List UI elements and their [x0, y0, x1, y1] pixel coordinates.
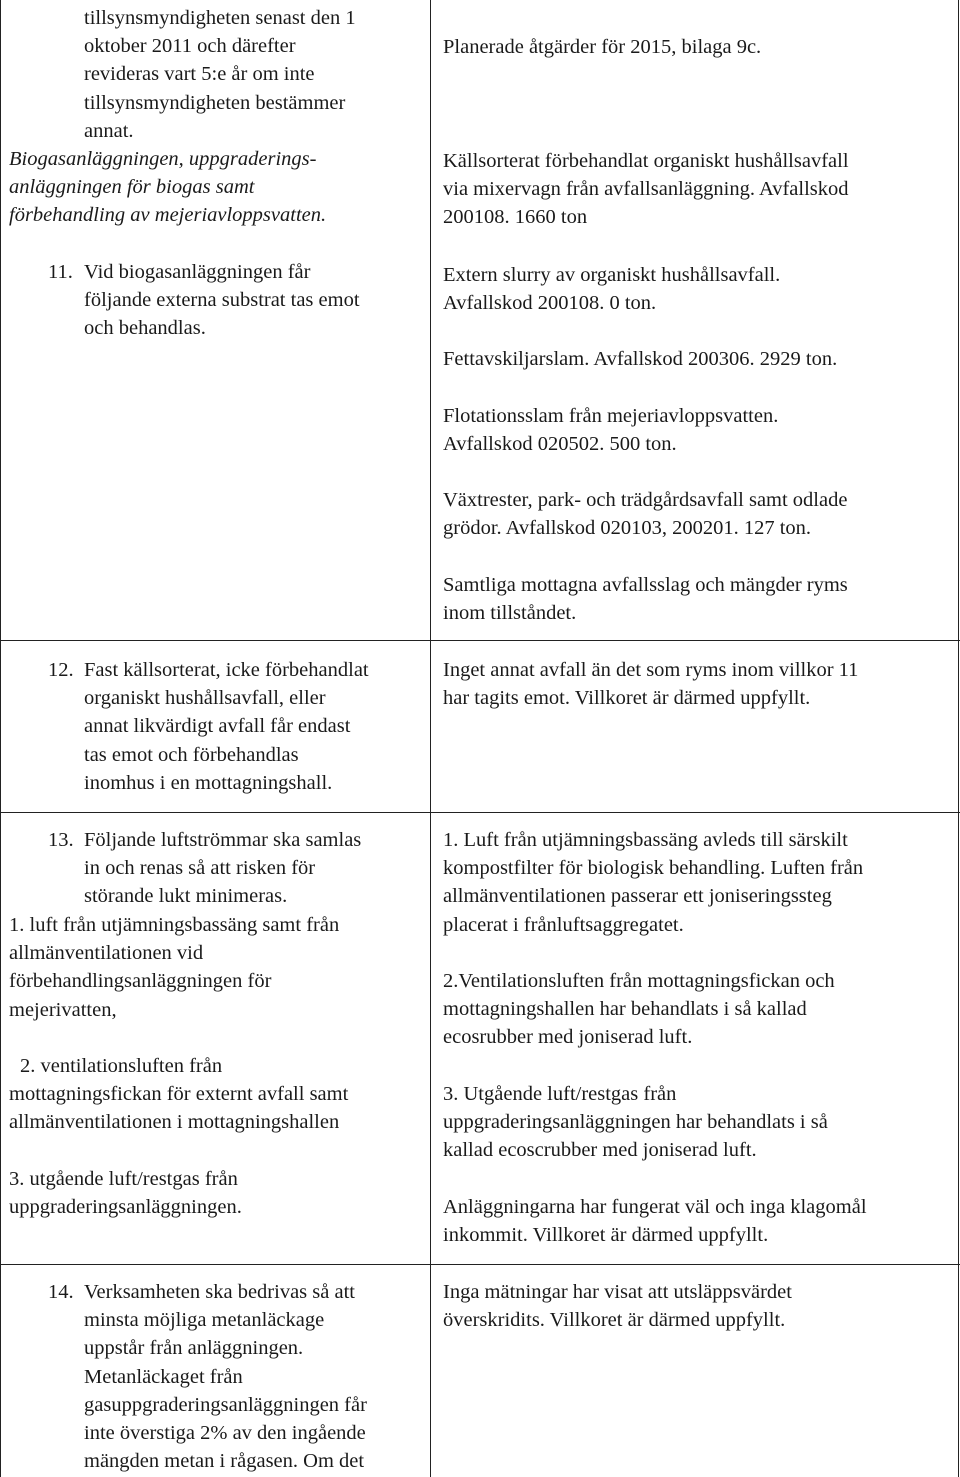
- response-13-air-3: 3. Utgående luft/restgas från uppgraderingsanläggningen har behandlats i så kallad ecoscrubber med joniserad luft.: [443, 1083, 828, 1162]
- response-12: Inget annat avfall än det som ryms inom villkor 11 har tagits emot. Villkoret är därmed uppfyllt.: [443, 659, 859, 710]
- condition-14: 14. Verksamheten ska bedrivas så att minsta möjliga metanläckage uppstår från anläggningen. Metanläckaget från gasuppgraderingsanläggningen får inte överstiga 2% av den ingående mängden metan i rågasen. Om det: [48, 1278, 367, 1475]
- condition-11: 11. Vid biogasanläggningen får följande externa substrat tas emot och behandlas.: [48, 258, 360, 343]
- table-border-left: [0, 0, 1, 1477]
- condition-13-item-1: 1. luft från utjämningsbassäng samt från allmänventilationen vid förbehandlingsanläggningen för mejerivatten,: [9, 914, 340, 1021]
- condition-13-item-2: 2. ventilationsluften från mottagningsfickan för externt avfall samt allmänventilationen i mottagningshallen: [9, 1055, 349, 1134]
- condition-number: 14.: [48, 1281, 74, 1303]
- waste-summary: Samtliga mottagna avfallsslag och mängder ryms inom tillståndet.: [443, 574, 848, 625]
- condition-13-item-3: 3. utgående luft/restgas från uppgraderingsanläggningen.: [9, 1168, 242, 1219]
- condition-number: 13.: [48, 829, 74, 851]
- row-divider-3: [0, 1264, 960, 1265]
- waste-flotation: Flotationsslam från mejeriavloppsvatten. Avfallskod 020502. 500 ton.: [443, 405, 779, 456]
- response-13-summary: Anläggningarna har fungerat väl och inga klagomål inkommit. Villkoret är därmed uppfyllt.: [443, 1196, 867, 1247]
- waste-slurry: Extern slurry av organiskt hushållsavfall. Avfallskod 200108. 0 ton.: [443, 264, 781, 315]
- section-heading-biogas: Biogasanläggningen, uppgraderings- anläggningen för biogas samt förbehandling av mejeriavloppsvatten.: [9, 148, 327, 227]
- response-14: Inga mätningar har visat att utsläppsvärdet överskridits. Villkoret är därmed uppfyllt.: [443, 1281, 792, 1332]
- planned-measures: Planerade åtgärder för 2015, bilaga 9c.: [443, 36, 762, 58]
- waste-kallsorterat: Källsorterat förbehandlat organiskt hushållsavfall via mixervagn från avfallsanläggning. Avfallskod 200108. 1660 ton: [443, 150, 849, 229]
- condition-12: 12. Fast källsorterat, icke förbehandlat organiskt hushållsavfall, eller annat likvärdigt avfall får endast tas emot och förbehandlas inomhus i en mottagningshall.: [48, 656, 369, 797]
- waste-vaxtrester: Växtrester, park- och trädgårdsavfall samt odlade grödor. Avfallskod 020103, 200201. 127 ton.: [443, 489, 848, 540]
- condition-number: 11.: [48, 261, 73, 283]
- response-13-air-2: 2.Ventilationsluften från mottagningsfickan och mottagningshallen har behandlats i så kallad ecosrubber med joniserad luft.: [443, 970, 835, 1049]
- condition-number: 12.: [48, 659, 74, 681]
- condition-13: 13. Följande luftströmmar ska samlas in och renas så att risken för störande lukt minimeras.: [48, 826, 361, 911]
- waste-fett: Fettavskiljarslam. Avfallskod 200306. 2929 ton.: [443, 348, 838, 370]
- response-13-air-1: 1. Luft från utjämningsbassäng avleds till särskilt kompostfilter för biologisk behandling. Luften från allmänventilationen passerar ett joniseringssteg placerat i frånluftsaggregatet.: [443, 829, 864, 936]
- row-divider-2: [0, 812, 960, 813]
- table-border-right: [958, 0, 959, 1477]
- condition-10-continuation: tillsynsmyndigheten senast den 1 oktober 2011 och därefter revideras vart 5:e år om inte tillsynsmyndigheten bestämmer annat.: [84, 7, 356, 142]
- row-divider-1: [0, 640, 960, 641]
- table-column-divider: [430, 0, 431, 1477]
